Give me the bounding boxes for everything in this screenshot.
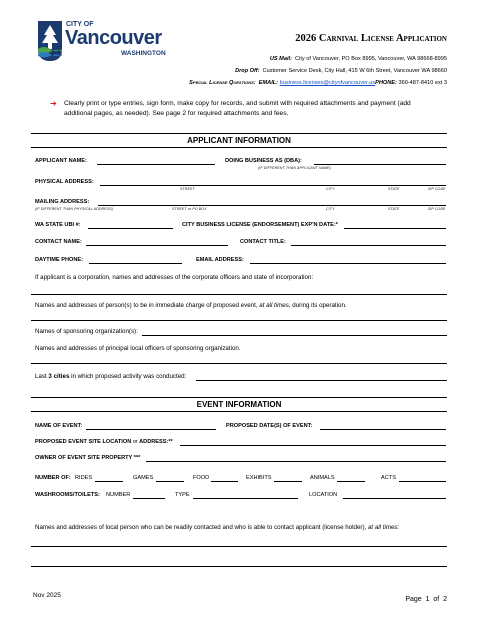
exhibits-label: EXHIBITS: [246, 475, 272, 481]
event-site-label: [35, 439, 173, 445]
physical-zip-hint: ZIP CODE: [428, 187, 446, 191]
games-label: GAMES: [133, 475, 154, 481]
rides-field[interactable]: [95, 481, 123, 482]
dropoff-line: [235, 68, 447, 74]
applicant-name-field[interactable]: [97, 164, 215, 165]
animals-field[interactable]: [337, 481, 365, 482]
physical-street-hint: STREET: [180, 187, 195, 191]
footer-page: Page 1 of 2: [405, 596, 447, 603]
event-name-field[interactable]: [86, 429, 216, 430]
logo-vancouver: Vancouver: [65, 27, 162, 49]
vancouver-logo-icon: [37, 19, 63, 63]
sponsor-field[interactable]: [142, 335, 447, 336]
mailing-city-hint: CITY: [326, 207, 335, 211]
games-field[interactable]: [156, 481, 184, 482]
site-owner-label: OWNER OF EVENT SITE PROPERTY ***: [35, 455, 141, 461]
applicant-name-label: APPLICANT NAME:: [35, 158, 87, 164]
corporation-field[interactable]: [31, 294, 447, 295]
applicant-section-header: [31, 133, 447, 148]
acts-field[interactable]: [399, 481, 446, 482]
mailing-street-hint: STREET or PO BOX: [172, 207, 207, 211]
questions-line: [189, 80, 447, 86]
physical-address-field[interactable]: [100, 185, 446, 186]
dropoff-value: Customer Service Desk, City Hall, 415 W 6th Street, Vancouver WA 98660: [262, 68, 447, 74]
license-exp-field[interactable]: [344, 228, 446, 229]
food-field[interactable]: [211, 481, 238, 482]
sponsor-label: Names of sponsoring organization(s):: [35, 328, 138, 335]
questions-label: Special License Questions:: [189, 80, 256, 86]
washroom-type-field[interactable]: [193, 498, 298, 499]
footer-date: Nov 2025: [33, 592, 61, 599]
daytime-phone-label: DAYTIME PHONE:: [35, 257, 83, 263]
logo-city-of: CITY OF: [66, 21, 94, 28]
event-name-label: NAME OF EVENT:: [35, 423, 83, 429]
ubi-label: WA STATE UBI #:: [35, 222, 81, 228]
in-charge-prompt: [35, 302, 347, 309]
last-cities-b: 3 cities: [48, 373, 70, 380]
contact-title-field[interactable]: [291, 245, 446, 246]
in-charge-field[interactable]: [31, 320, 447, 321]
in-charge-text-a: Names and addresses of person(s) to be in immediate charge of proposed event,: [35, 302, 260, 309]
instructions-line-2: additional pages, as needed). See page 2 for required attachments and fees.: [64, 110, 289, 117]
event-dates-field[interactable]: [320, 429, 446, 430]
washroom-location-field[interactable]: [343, 498, 446, 499]
physical-state-hint: STATE: [388, 187, 400, 191]
form-title: 2026 Carnival License Application: [295, 33, 447, 44]
mailing-address-label: MAILING ADDRESS:: [35, 199, 90, 205]
daytime-phone-field[interactable]: [89, 263, 182, 264]
food-label: FOOD: [193, 475, 210, 481]
acts-label: ACTS: [381, 475, 396, 481]
last-cities-prompt: [35, 373, 186, 380]
dropoff-label: Drop Off:: [235, 68, 260, 74]
phone-value: 360-487-8410 ext 3: [398, 80, 447, 86]
logo-washington: WASHINGTON: [121, 50, 166, 57]
event-section-header: [31, 397, 447, 412]
mailing-zip-hint: ZIP CODE: [428, 207, 446, 211]
email-link[interactable]: business.licenses@cityofvancouver.us: [279, 80, 376, 86]
washroom-number-label: NUMBER: [106, 492, 131, 498]
email-address-field[interactable]: [250, 263, 446, 264]
email-address-label: EMAIL ADDRESS:: [196, 257, 244, 263]
last-cities-field[interactable]: [196, 380, 447, 381]
mailing-hint: (IF DIFFERENT THAN PHYSICAL ADDRESS): [35, 207, 114, 211]
animals-label: ANIMALS: [310, 475, 335, 481]
washroom-type-label: TYPE: [175, 492, 190, 498]
in-charge-text-b: at all times,: [259, 302, 291, 309]
license-exp-label: CITY BUSINESS LICENSE (ENDORSEMENT) EXP'N DATE:*: [182, 222, 338, 228]
event-site-c: ADDRESS:**: [137, 439, 173, 445]
washroom-number-field[interactable]: [133, 498, 165, 499]
corporation-prompt: If applicant is a corporation, names and addresses of the corporate officers and state of incorporation:: [35, 274, 314, 281]
dba-hint: (IF DIFFERENT THAN APPLICANT NAME): [258, 166, 332, 170]
mail-line: [270, 56, 447, 62]
city-logo: [37, 19, 187, 63]
in-charge-text-c: during its operation.: [290, 302, 347, 309]
instructions-line-1: Clearly print or type entries, sign form, make copy for records, and submit with required attachments and payment (add: [64, 100, 411, 107]
local-contact-b: at all times:: [367, 524, 400, 531]
event-site-field[interactable]: [180, 445, 446, 446]
contact-title-label: CONTACT TITLE:: [240, 239, 286, 245]
event-dates-label: PROPOSED DATE(S) OF EVENT:: [226, 423, 313, 429]
event-site-b: or: [132, 439, 138, 445]
washrooms-label: WASHROOMS/TOILETS:: [35, 492, 100, 498]
principal-officers-field[interactable]: [31, 363, 447, 364]
ubi-field[interactable]: [88, 228, 173, 229]
event-site-a: PROPOSED EVENT SITE LOCATION: [35, 439, 133, 445]
dba-field[interactable]: [314, 164, 446, 165]
number-of-label: NUMBER OF:: [35, 475, 71, 481]
local-contact-field-2[interactable]: [31, 566, 447, 567]
dba-label: DOING BUSINESS AS (DBA):: [225, 158, 302, 164]
mailing-state-hint: STATE: [388, 207, 400, 211]
last-cities-a: Last: [35, 373, 49, 380]
mail-value: City of Vancouver, PO Box 8995, Vancouver, WA 98668-8995: [295, 56, 447, 62]
local-contact-field-1[interactable]: [31, 546, 447, 547]
last-cities-c: in which proposed activity was conducted:: [69, 373, 187, 380]
local-contact-prompt: [35, 524, 399, 531]
local-contact-a: Names and addresses of local person who can be readily contacted and who is able to contact applicant (license holder),: [35, 524, 368, 531]
applicant-heading: APPLICANT INFORMATION: [187, 136, 291, 145]
principal-officers-prompt: Names and addresses of principal local officers of sponsoring organization.: [35, 345, 241, 352]
mailing-address-field[interactable]: [98, 205, 446, 206]
phone-label: PHONE:: [375, 80, 397, 86]
rides-label: RIDES: [75, 475, 93, 481]
site-owner-field[interactable]: [146, 461, 446, 462]
instruction-arrow-icon: ➔: [50, 99, 57, 108]
physical-city-hint: CITY: [326, 187, 335, 191]
contact-name-label: CONTACT NAME:: [35, 239, 82, 245]
exhibits-field[interactable]: [274, 481, 302, 482]
contact-name-field[interactable]: [86, 245, 228, 246]
event-heading: EVENT INFORMATION: [196, 400, 282, 409]
mail-label: US Mail:: [269, 56, 292, 62]
physical-address-label: PHYSICAL ADDRESS:: [35, 179, 94, 185]
email-label: EMAIL:: [258, 80, 279, 86]
washroom-location-label: LOCATION: [309, 492, 338, 498]
